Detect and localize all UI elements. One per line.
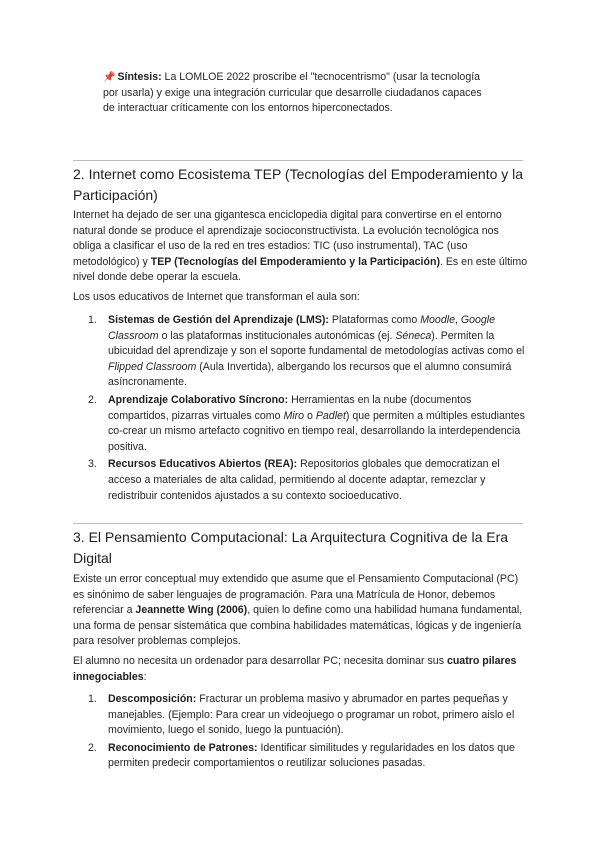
section-2-intro: Internet ha dejado de ser una gigantesca enciclopedia digital para convertirse en el entorno natural donde se produce el aprendizaje socioconstructivista. La evolución tecnológica nos obliga a clasificar el uso de la red en tres estadios: TIC (uso instrumental), TAC (uso metodológico) y TEP (Tecnologías del Empoderamiento y la Participación). Es en este último nivel donde debe operar la escuela.	[73, 209, 528, 284]
synthesis-note	[103, 70, 488, 117]
pc-pillars-list	[88, 692, 533, 772]
section-3-heading: 3. El Pensamiento Computacional: La Arquitectura Cognitiva de la Era Digital	[73, 529, 509, 566]
list-item-title: Reconocimiento de Patrones:	[108, 741, 258, 754]
synthesis-label: Síntesis:	[117, 71, 162, 83]
list-item-title: Aprendizaje Colaborativo Síncrono:	[108, 393, 289, 406]
list-item: 1. Sistemas de Gestión del Aprendizaje (LMS): Plataformas como Moodle, Google Classroom o las plataformas institucionales autonómicas (ej. Séneca). Permiten la ubicuidad del aprendizaje y son el soporte fundamental de metodologías activas como el Flipped Classroom (Aula Invertida), albergando los recursos que el alumno consumirá asíncronamente.	[88, 314, 525, 389]
list-item: 2. Aprendizaje Colaborativo Síncrono: Herramientas en la nube (documentos compartidos, pizarras virtuales como Miro o Padlet) que permiten a múltiples estudiantes co-crear un mismo artefacto cognitivo en tiempo real, desarrollando la interdependencia positiva.	[88, 393, 525, 453]
list-item-title: Sistemas de Gestión del Aprendizaje (LMS):	[108, 314, 329, 326]
list-item: 1. Descomposición: Fracturar un problema masivo y abrumador en partes pequeñas y manejables. (Ejemplo: Para crear un videojuego o programar un robot, primero aislo el movimiento, luego el sonido, luego la puntuación).	[88, 693, 515, 737]
list-item: 3. Recursos Educativos Abiertos (REA): Repositorios globales que democratizan el acceso a materiales de alta calidad, permitiendo al docente adaptar, remezclar y redistribuir contenidos ajustados a su contexto socioeducativo.	[88, 458, 500, 502]
list-item-title: Descomposición:	[108, 693, 197, 705]
section-2-lead: Los usos educativos de Internet que transforman el aula son:	[73, 291, 360, 303]
section-divider	[73, 523, 523, 524]
list-item-title: Recursos Educativos Abiertos (REA):	[108, 458, 298, 471]
section-3-intro: Existe un error conceptual muy extendido que asume que el Pensamiento Computacional (PC) es sinónimo de saber lenguajes de programación. Para una Matrícula de Honor, debemos referenciar a Jeannette Wing (2006), quien lo define como una habilidad humana fundamental, una forma de pensar sistemática que combina habilidades matemáticas, lógicas y de ingeniería para resolver problemas complejos.	[73, 573, 523, 648]
wing-reference: Jeannette Wing (2006)	[135, 604, 248, 617]
section-2-heading: 2. Internet como Ecosistema TEP (Tecnologías del Empoderamiento y la Participación)	[73, 166, 524, 203]
pushpin-icon: 📌	[103, 72, 116, 83]
internet-uses-list	[88, 313, 533, 504]
section-divider	[73, 160, 523, 161]
list-item: 2. Reconocimiento de Patrones: Identificar similitudes y regularidades en los datos que permiten predecir comportamientos o reutilizar soluciones pasadas.	[88, 741, 515, 770]
synthesis-text: La LOMLOE 2022 proscribe el "tecnocentrismo" (usar la tecnología por usarla) y exige una integración curricular que desarrolle ciudadanos capaces de interactuar críticamente con los entornos hiperconectados.	[103, 71, 482, 115]
tep-term: TEP (Tecnologías del Empoderamiento y la Participación)	[150, 255, 440, 268]
pillars-term: cuatro pilares innegociables	[73, 655, 517, 683]
section-3-lead: El alumno no necesita un ordenador para desarrollar PC; necesita dominar sus cuatro pilares innegociables:	[73, 655, 517, 683]
